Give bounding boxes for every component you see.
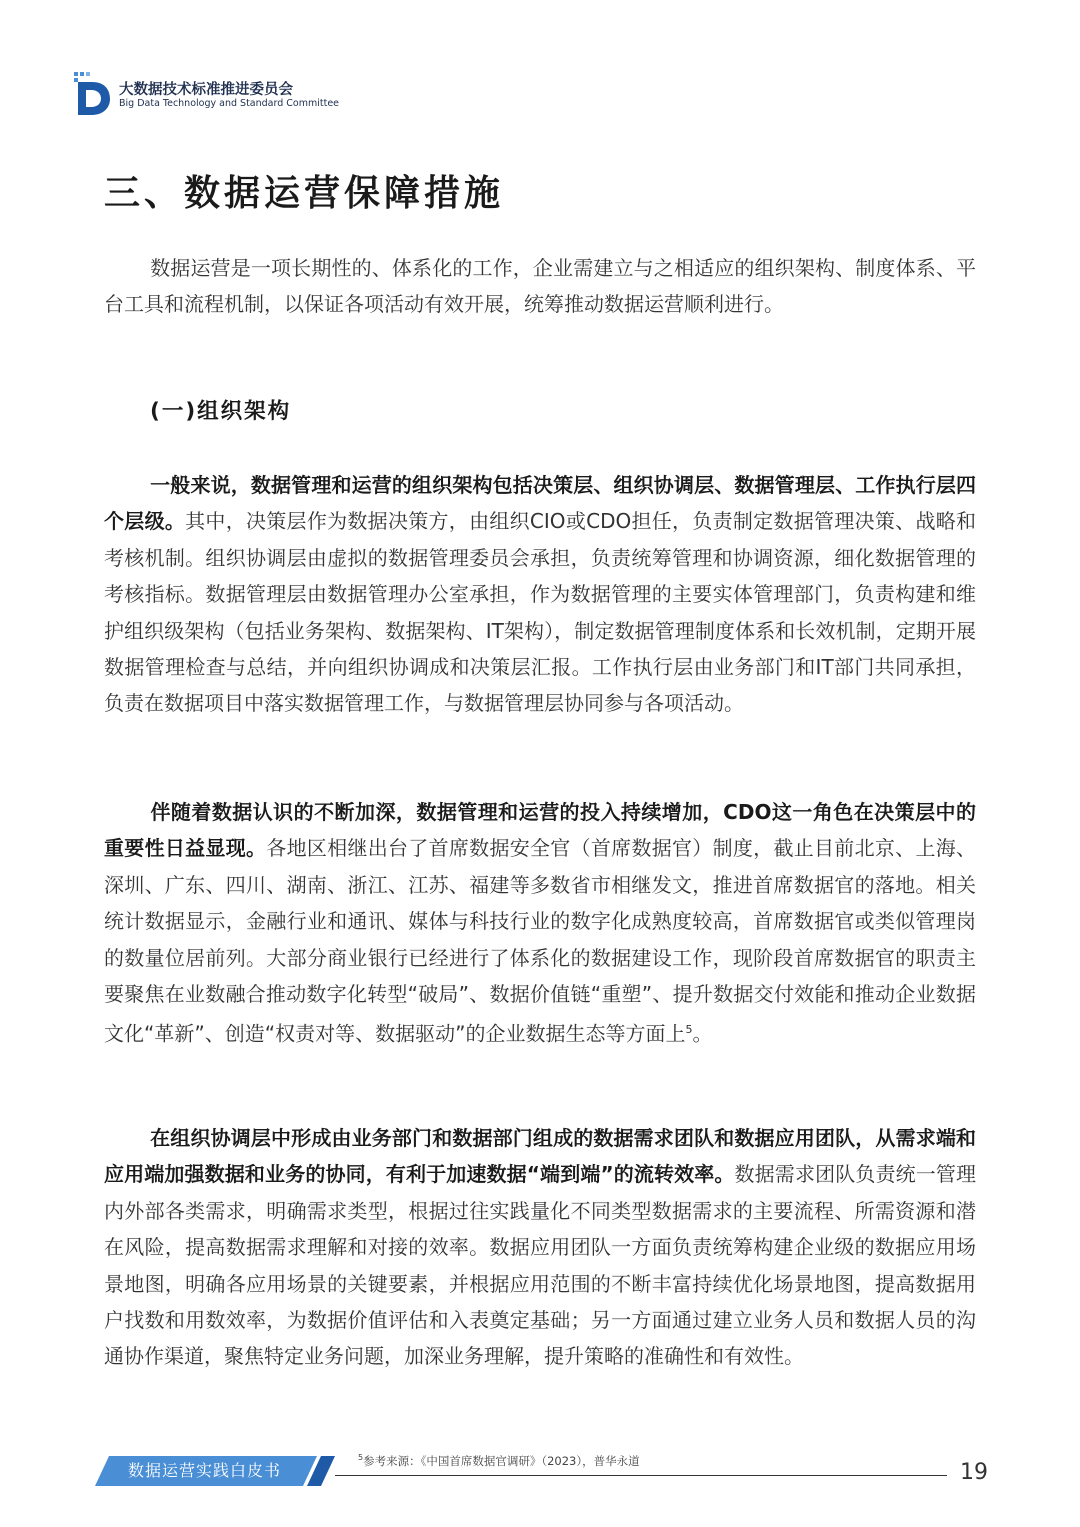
intro-paragraph [104, 250, 976, 323]
paragraph-lead: 伴随着数据认识的不断加深，数据管理和运营的投入持续增加，CDO这一角色在决策层中的重要性日益显现。 [104, 800, 976, 861]
subsection-heading: (一)组织架构 [150, 399, 292, 424]
paragraph-body: 数据需求团队负责统一管理内外部各类需求，明确需求类型，根据过往实践量化不同类型数据需求的主要流程、所需资源和潜在风险，提高数据需求理解和对接的效率。数据应用团队一方面负责统筹构建企业级的数据应用场景地图，明确各应用场景的关键要素，并根据应用范围的不断丰富持续优化场景地图，提高数据用户找数和用数效率，为数据价值评估和入表奠定基础；另一方面通过建立业务人员和数据人员的沟通协作渠道，聚焦特定业务问题，加深业务理解，提升策略的准确性和有效性。 [104, 1162, 977, 1369]
paragraph-body: 各地区相继出台了首席数据安全官（首席数据官）制度，截止目前北京、上海、深圳、广东、四川、湖南、浙江、江苏、福建等多数省市相继发文，推进首席数据官的落地。相关统计数据显示，金融行业和通讯、媒体与科技行业的数字化成熟度较高，首席数据官或类似管理岗的数量位居前列。大部分商业银行已经进行了体系化的数据建设工作，现阶段首席数据官的职责主要聚焦在业数融合推动数字化转型“破局”、数据价值链“重塑”、提升数据交付效能和推动企业数据文化“革新”、创造“权责对等、数据驱动”的企业数据生态等方面上 [104, 836, 977, 1047]
bdtsc-logo-icon [72, 70, 112, 116]
footnote-text: 参考来源：《中国首席数据官调研》（2023），普华永道 [363, 1454, 640, 1468]
paragraph-cdo-role [104, 794, 976, 1053]
footnote-ref[interactable]: 5 [685, 1023, 693, 1037]
page-number: 19 [960, 1460, 988, 1485]
section-title: 三、数据运营保障措施 [104, 173, 505, 214]
paragraph-end: 。 [692, 1022, 713, 1047]
footnote [358, 1453, 640, 1469]
footer-doc-title: 数据运营实践白皮书 [128, 1461, 282, 1480]
paragraph-lead: 在组织协调层中形成由业务部门和数据部门组成的数据需求团队和数据应用团队，从需求端和应用端加强数据和业务的协同，有利于加速数据“端到端”的流转效率。 [104, 1126, 976, 1187]
paragraph-lead: 一般来说，数据管理和运营的组织架构包括决策层、组织协调层、数据管理层、工作执行层四个层级。 [104, 473, 976, 534]
paragraph-org-levels [104, 467, 976, 722]
footer-divider [335, 1475, 947, 1476]
org-name-cn: 大数据技术标准推进委员会 [119, 82, 293, 98]
paragraph-body: 其中，决策层作为数据决策方，由组织CIO或CDO担任，负责制定数据管理决策、战略和考核机制。组织协调层由虚拟的数据管理委员会承担，负责统筹管理和协调资源，细化数据管理的考核指标。数据管理层由数据管理办公室承担，作为数据管理的主要实体管理部门，负责构建和维护组织级架构（包括业务架构、数据架构、IT架构），制定数据管理制度体系和长效机制，定期开展数据管理检查与总结，并向组织协调成和决策层汇报。工作执行层由业务部门和IT部门共同承担，负责在数据项目中落实数据管理工作，与数据管理层协同参与各项活动。 [104, 509, 977, 716]
intro-text: 数据运营是一项长期性的、体系化的工作，企业需建立与之相适应的组织架构、制度体系、平台工具和流程机制，以保证各项活动有效开展，统筹推动数据运营顺利进行。 [104, 256, 976, 317]
page-header [72, 70, 472, 120]
footnote-number: 5 [358, 1453, 364, 1463]
paragraph-teams [104, 1120, 976, 1375]
org-name-en: Big Data Technology and Standard Committee [119, 98, 340, 109]
